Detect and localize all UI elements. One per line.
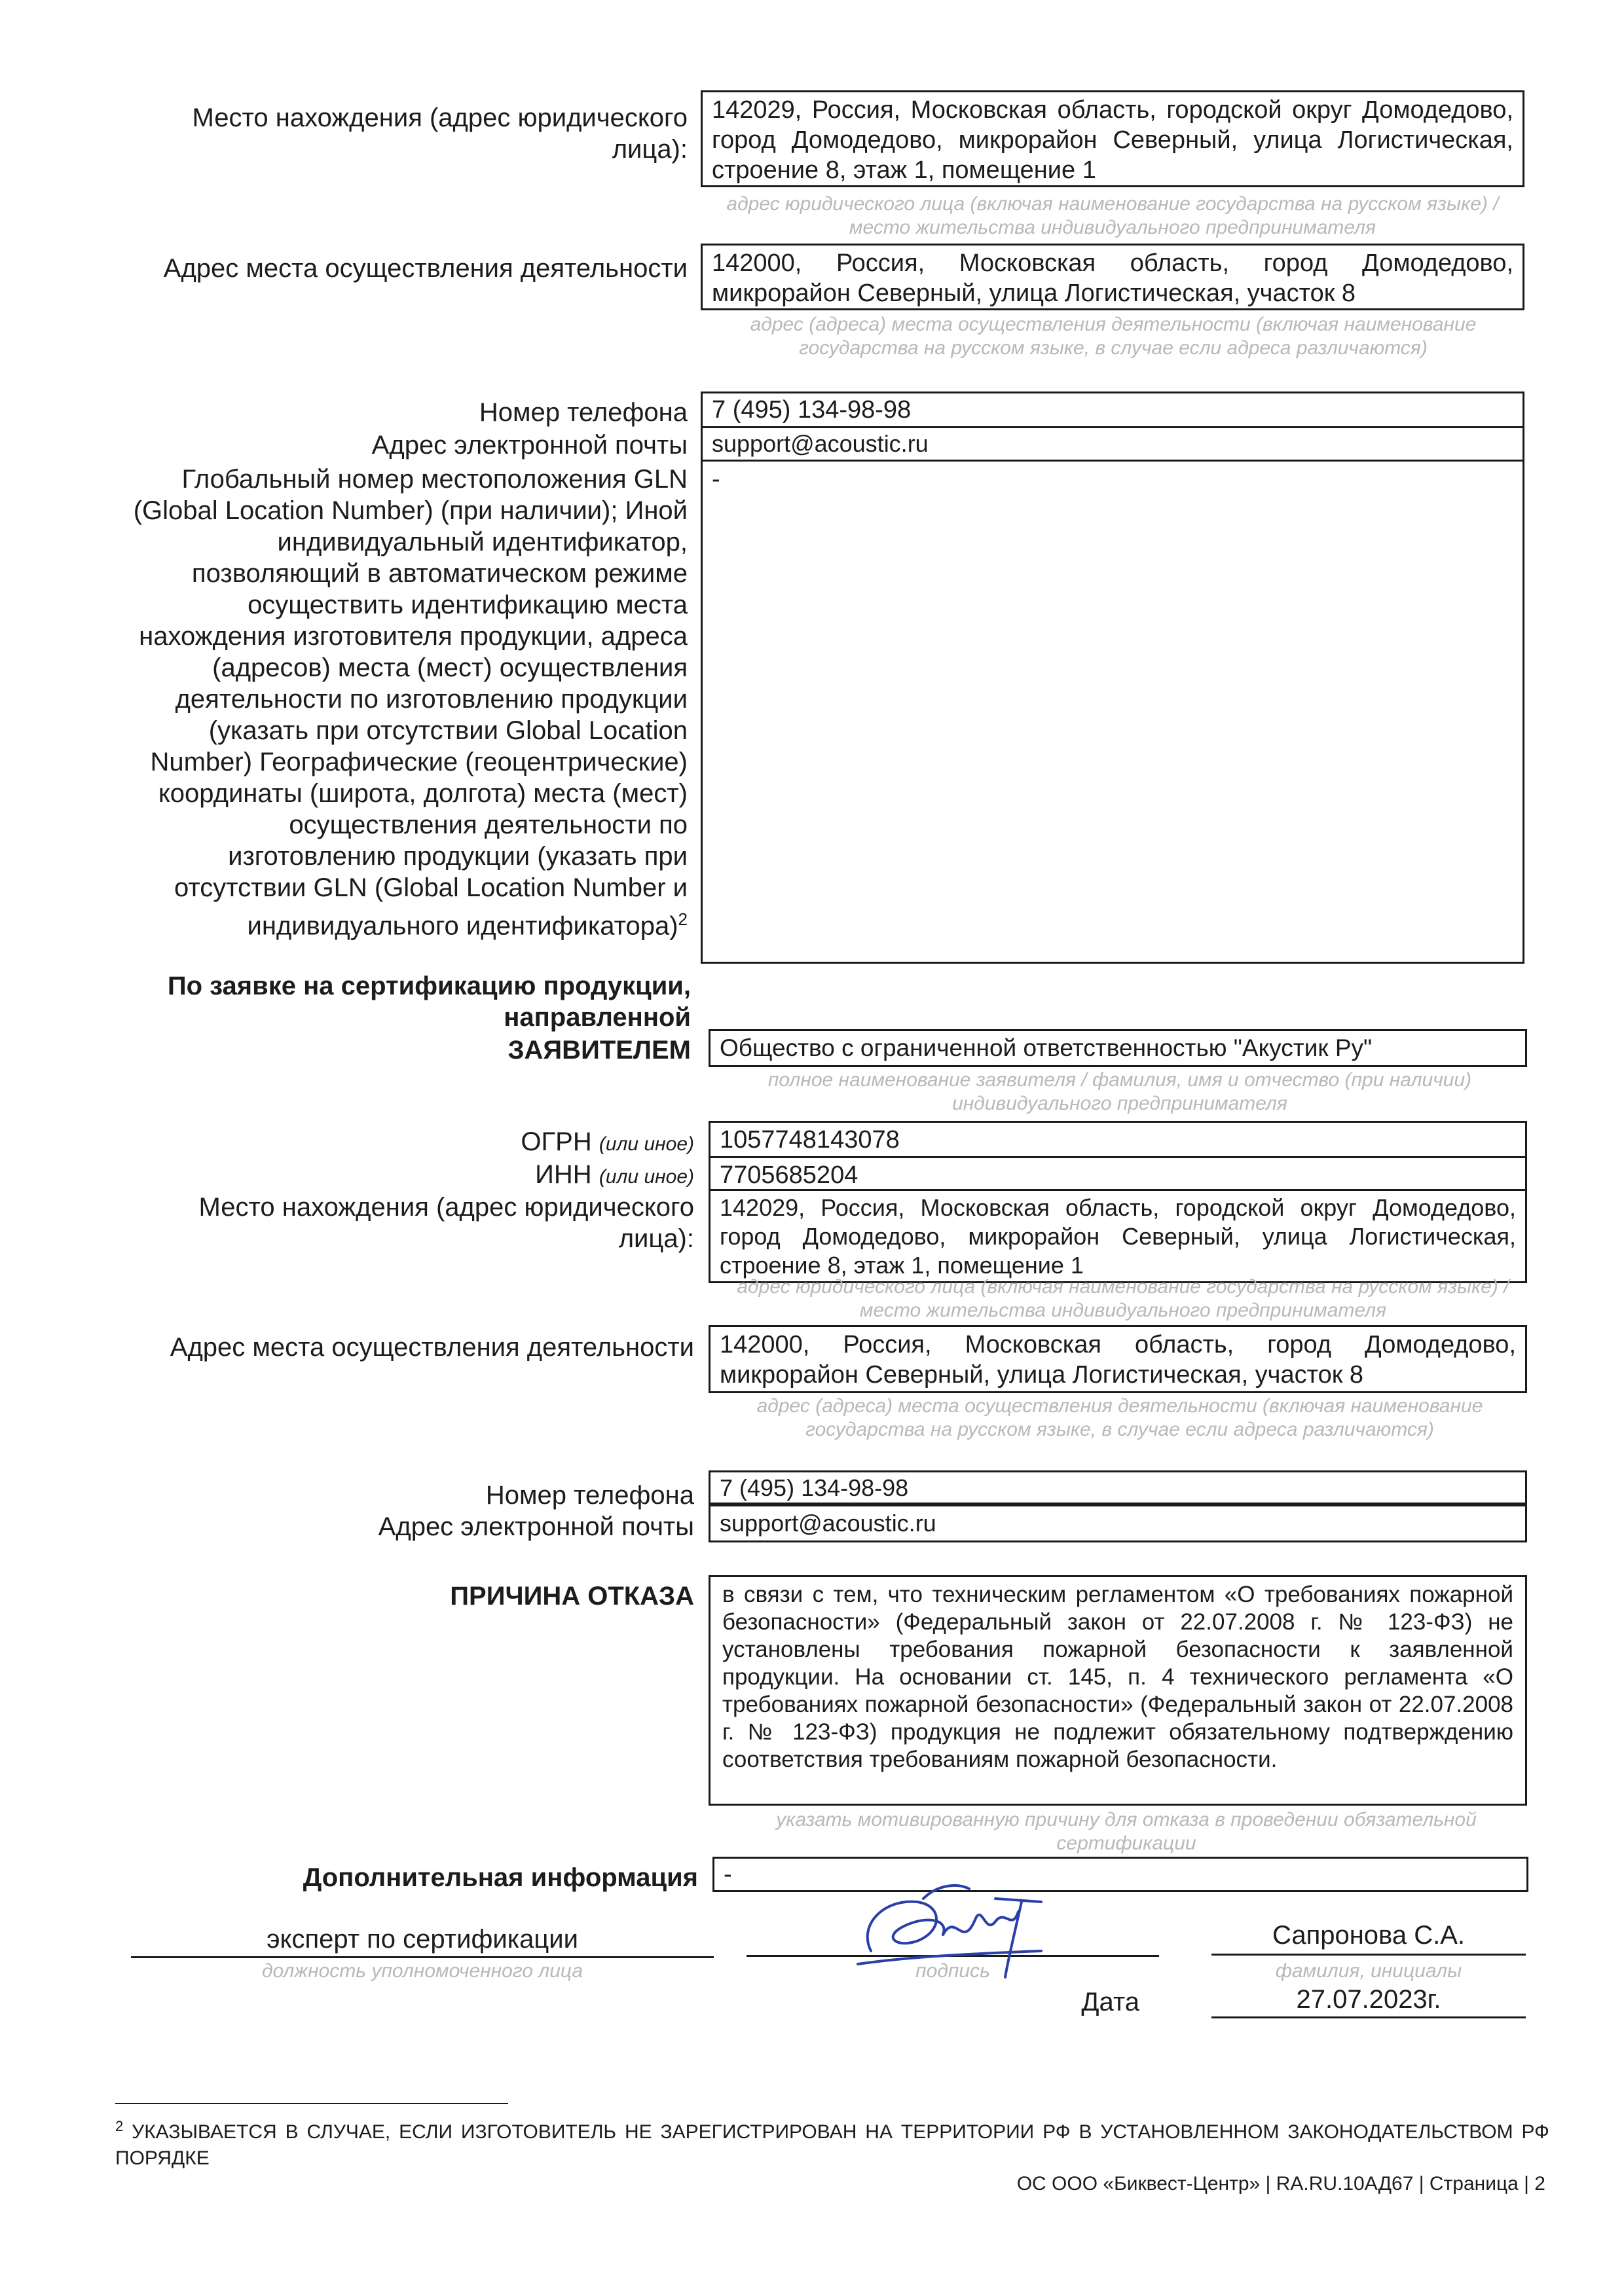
mfr-email-field: support@acoustic.ru <box>701 426 1524 462</box>
additional-info-label: Дополнительная информация <box>303 1863 698 1892</box>
applicant-inn-label <box>131 1159 694 1193</box>
applicant-email-field: support@acoustic.ru <box>709 1504 1527 1542</box>
handwritten-signature <box>845 1872 1061 1984</box>
applicant-name-note: полное наименование заявителя / фамилия, имя и отчество (при наличии) индивидуального предпринимателя <box>767 1069 1472 1114</box>
mfr-activity-address-note: адрес (адреса) места осуществления деятельности (включая наименование государства на русском языке, в случае если адреса различаются) <box>750 314 1477 359</box>
applicant-activity-address-note: адрес (адреса) места осуществления деятельности (включая наименование государства на русском языке, в случае если адреса различаются) <box>756 1395 1483 1440</box>
applicant-phone-field: 7 (495) 134-98-98 <box>709 1470 1527 1504</box>
signer-name-line <box>1211 1954 1526 1956</box>
date-label: Дата <box>1081 1988 1139 2016</box>
applicant-heading: По заявке на сертификацию продукции, направленной <box>167 972 691 1032</box>
mfr-legal-address-field: 142029, Россия, Московская область, городской округ Домодедово, город Домодедово, микрорайон Северный, улица Логистическая, строение 8, этаж 1, помещение 1 <box>701 90 1524 187</box>
footnote-separator <box>115 2103 508 2104</box>
applicant-inn-field: 7705685204 <box>709 1156 1527 1194</box>
applicant-legal-address-note: адрес юридического лица (включая наименование государства на русском языке) / место жительства индивидуального предпринимателя <box>737 1276 1509 1321</box>
footnote-mark: 2 <box>115 2118 124 2134</box>
date-line <box>1211 2016 1526 2018</box>
footnote-ref: 2 <box>678 909 688 929</box>
signer-name-note: фамилия, инициалы <box>1275 1960 1462 1982</box>
signature-note: подпись <box>915 1960 990 1982</box>
signer-name: Сапронова С.А. <box>1272 1921 1466 1950</box>
applicant-name-field: Общество с ограниченной ответственностью "Акустик Ру" <box>709 1029 1527 1067</box>
inn-hint: (или иное) <box>599 1166 694 1188</box>
applicant-ogrn-label <box>131 1126 694 1160</box>
applicant-heading-word: ЗАЯВИТЕЛЕМ <box>507 1036 691 1065</box>
applicant-legal-address-label: Место нахождения (адрес юридического лица): <box>198 1193 694 1253</box>
mfr-phone-field: 7 (495) 134-98-98 <box>701 392 1524 428</box>
position-text: эксперт по сертификации <box>267 1925 578 1954</box>
mfr-gln-label-text: Глобальный номер местоположения GLN (Global Location Number) (при наличии); Иной индивидуальный идентификатор, позволяющий в автоматическом режиме осуществить идентификацию места нахождения изготовителя продукции, адреса (адресов) места (мест) осуществления деятельности по изготовлению продукции (указать при отсутствии Global Location Number) Географические (геоцентрические) координаты (широта, долгота) места (мест) осуществления деятельности по изготовлению продукции (указать при отсутствии GLN (Global Location Number и индивидуального идентификатора) <box>133 465 688 941</box>
position-note: должность уполномоченного лица <box>261 1960 583 1982</box>
refusal-label: ПРИЧИНА ОТКАЗА <box>450 1582 694 1611</box>
ogrn-hint: (или иное) <box>599 1133 694 1155</box>
mfr-legal-address-label: Место нахождения (адрес юридического лица): <box>192 103 688 164</box>
applicant-email-label: Адрес электронной почты <box>378 1512 694 1541</box>
footnote-text: УКАЗЫВАЕТСЯ В СЛУЧАЕ, ЕСЛИ ИЗГОТОВИТЕЛЬ НЕ ЗАРЕГИСТРИРОВАН НА ТЕРРИТОРИИ РФ В УСТАНОВЛЕННОМ ЗАКОНОДАТЕЛЬСТВОМ РФ ПОРЯДКЕ <box>115 2121 1549 2169</box>
date-value: 27.07.2023г. <box>1296 1985 1441 2014</box>
mfr-phone-label: Номер телефона <box>479 398 688 427</box>
mfr-gln-label <box>131 464 688 941</box>
footnote <box>115 2113 1549 2172</box>
page-footer: ОС ООО «Биквест-Центр» | RA.RU.10АД67 | Страница | 2 <box>1016 2173 1545 2195</box>
applicant-activity-address-field: 142000, Россия, Московская область, город Домодедово, микрорайон Северный, улица Логистическая, участок 8 <box>709 1325 1527 1393</box>
applicant-ogrn-field: 1057748143078 <box>709 1121 1527 1159</box>
mfr-activity-address-label: Адрес места осуществления деятельности <box>163 254 688 283</box>
refusal-note: указать мотивированную причину для отказа в проведении обязательной сертификации <box>776 1809 1477 1854</box>
position-line <box>131 1956 714 1958</box>
inn-label-text: ИНН <box>535 1160 592 1189</box>
mfr-email-label: Адрес электронной почты <box>371 431 688 460</box>
ogrn-label-text: ОГРН <box>521 1127 592 1156</box>
refusal-field: в связи с тем, что техническим регламентом «О требованиях пожарной безопасности» (Федеральный закон от 22.07.2008 г. № 123-ФЗ) не установлены требования пожарной безопасности к заявленной продукции. На основании ст. 145, п. 4 технического регламента «О требованиях пожарной безопасности» (Федеральный закон от 22.07.2008 г. № 123-ФЗ) продукция не подлежит обязательному подтверждению соответствия требованиям пожарной безопасности. <box>709 1575 1527 1806</box>
mfr-activity-address-field: 142000, Россия, Московская область, город Домодедово, микрорайон Северный, улица Логистическая, участок 8 <box>701 244 1524 310</box>
applicant-legal-address-field: 142029, Россия, Московская область, городской округ Домодедово, город Домодедово, микрорайон Северный, улица Логистическая, строение 8, этаж 1, помещение 1 <box>709 1189 1527 1283</box>
mfr-gln-field: - <box>701 460 1524 964</box>
additional-info-field: - <box>712 1857 1528 1892</box>
applicant-activity-address-label: Адрес места осуществления деятельности <box>170 1333 694 1362</box>
applicant-phone-label: Номер телефона <box>485 1481 694 1510</box>
mfr-legal-address-note: адрес юридического лица (включая наименование государства на русском языке) / место жительства индивидуального предпринимателя <box>726 193 1499 238</box>
